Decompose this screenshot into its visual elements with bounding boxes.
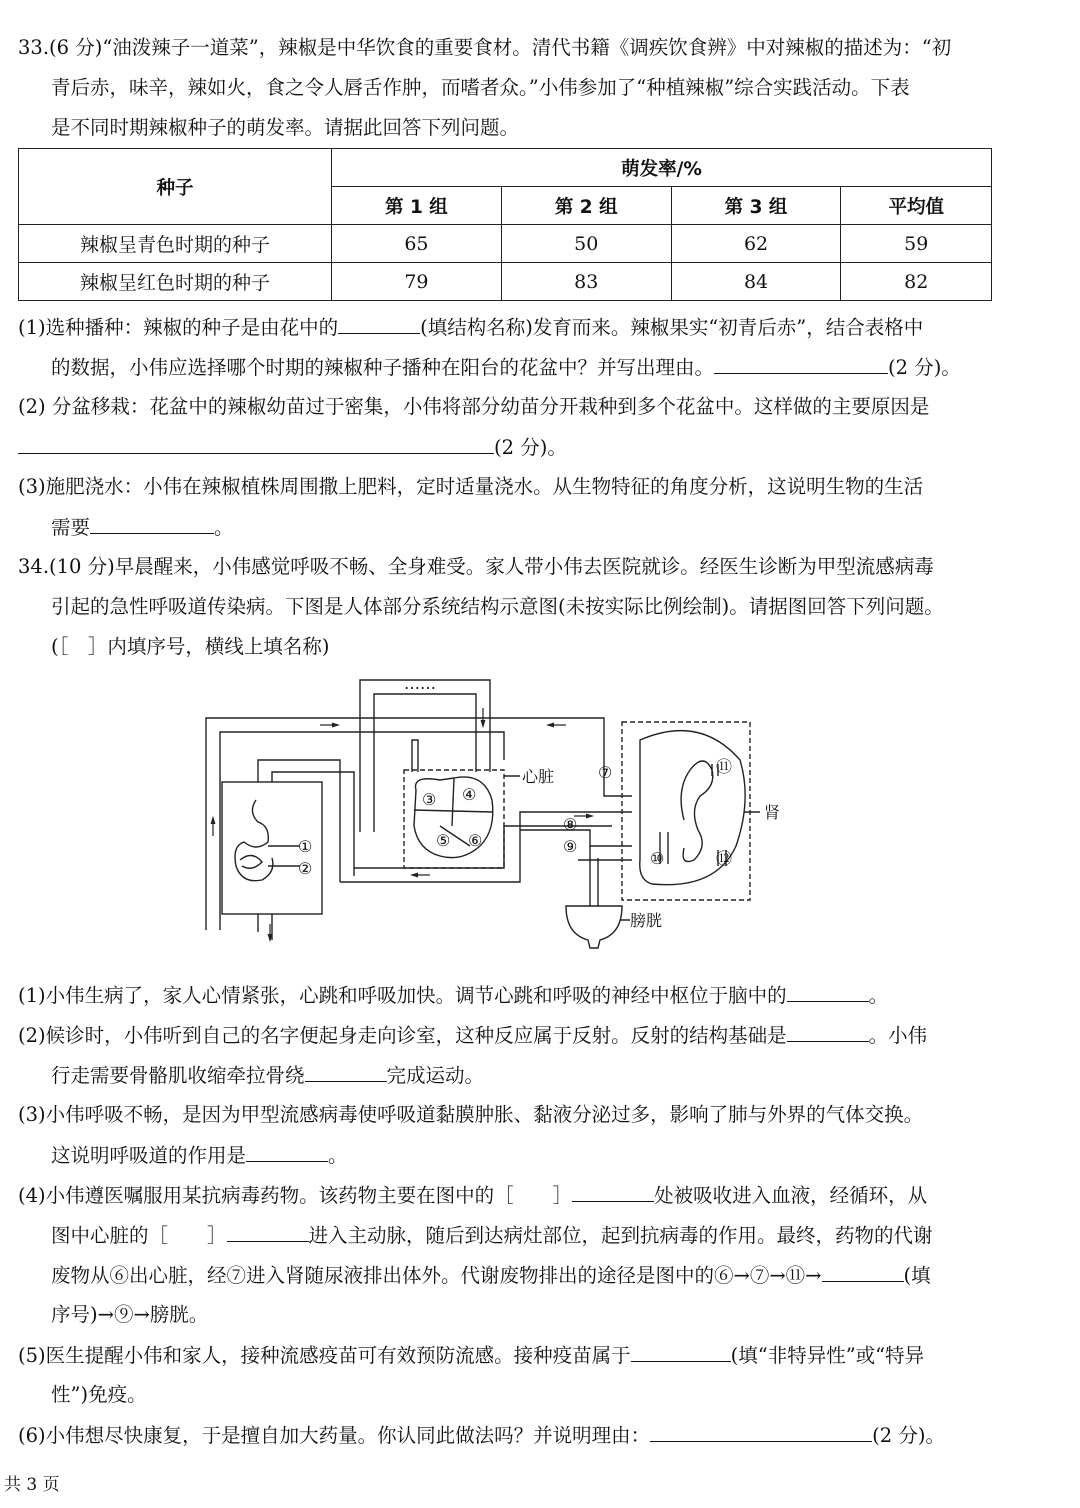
text: 需要 [51,516,91,539]
answer-blank[interactable] [822,1263,904,1282]
q34-part-5 [18,1343,924,1368]
q34-part-4-cont-3: 序号)→⑨→膀胱。 [51,1303,209,1326]
answer-blank[interactable] [227,1223,309,1242]
text: (1)选种播种：辣椒的种子是由花中的 [18,316,339,339]
q34-part-6 [18,1423,945,1448]
q34-line-3: (［ ］内填序号，横线上填名称) [51,635,330,658]
q34-part-4-cont [51,1223,933,1248]
text: (2 分)。 [872,1424,945,1447]
label-leaders [268,776,760,920]
text: 。 [214,516,234,539]
text: 行走需要骨骼肌收缩牵拉骨绕 [51,1064,305,1087]
q34-part-2-cont [51,1063,484,1088]
text: 进入主动脉，随后到达病灶部位，起到抗病毒的作用。最终，药物的代谢 [308,1224,933,1247]
label-6: ⑥ [468,831,483,850]
label-2: ② [298,859,313,878]
table-cell: 84 [671,263,841,301]
pulmonary-vessel [412,740,418,772]
ureter [590,846,598,906]
q34-part-5-cont: 性”)免疫。 [51,1383,147,1406]
text: 这说明呼吸道的作用是 [51,1144,247,1167]
q34-part-4 [18,1183,927,1208]
nephron-tubule [681,761,713,862]
systemic-loop-inner [220,732,504,930]
text: (填 [903,1264,931,1287]
text: (4)小伟遵医嘱服用某抗病毒药物。该药物主要在图中的［ ］ [18,1184,573,1207]
q34-line-1: 34.(10 分)早晨醒来，小伟感觉呼吸不畅、全身难受。家人带小伟去医院就诊。经医生诊断为甲型流感病毒 [18,555,934,578]
q33-line-2: 青后赤，味辛，辣如火，食之令人唇舌作肿，而嗜者众。”小伟参加了“种植辣椒”综合实践活动。下表 [51,76,910,99]
q34-line-2: 引起的急性呼吸道传染病。下图是人体部分系统结构示意图(未按实际比例绘制)。请据图回答下列问题。 [51,595,944,618]
row-label: 辣椒呈红色时期的种子 [19,263,332,301]
answer-blank[interactable] [305,1063,387,1082]
table-col-header: 第 1 组 [332,187,502,225]
q33-part-2: (2) 分盆移栽：花盆中的辣椒幼苗过于密集，小伟将部分幼苗分开栽种到多个花盆中。这样做的主要原因是 [18,395,930,418]
text: (2 分)。 [888,356,961,379]
lower-return-outer [340,830,520,882]
table-group-header: 萌发率/% [332,149,992,187]
text: (6)小伟想尽快康复，于是擅自加大药量。你认同此做法吗？并说明理由： [18,1424,651,1447]
text: (2)候诊时，小伟听到自己的名字便起身走向诊室，这种反应属于反射。反射的结构基础是 [18,1024,787,1047]
label-3: ③ [422,790,437,809]
table-col-header: 第 2 组 [501,187,671,225]
heart-label: 心脏 [522,767,555,786]
table-cell: 83 [501,263,671,301]
answer-blank[interactable] [787,1023,869,1042]
table-col-header: 第 3 组 [671,187,841,225]
text: 。 [868,984,889,1007]
q33-line-1: 33.(6 分)“油泼辣子一道菜”，辣椒是中华饮食的重要食材。清代书籍《调疾饮食辨》中对辣椒的描述为：“初 [18,36,952,59]
text: 。小伟 [868,1024,928,1047]
label-8: ⑧ [563,815,578,834]
answer-blank[interactable] [572,1183,654,1202]
table-cell: 62 [671,225,841,263]
systemic-loop-outer [206,718,604,930]
q34-part-3: (3)小伟呼吸不畅，是因为甲型流感病毒使呼吸道黏膜肿胀、黏液分泌过多，影响了肺与外界的气体交换。 [18,1103,924,1126]
text: 图中心脏的［ ］ [51,1224,227,1247]
label-11: ⑪ [716,757,733,776]
intestine-coils [240,855,262,868]
kidney-label: 肾 [764,803,781,822]
text: 完成运动。 [386,1064,485,1087]
text: (填“非特异性”或“特异 [730,1344,925,1367]
answer-blank[interactable] [650,1423,872,1442]
table-cell: 79 [332,263,502,301]
table-corner-header: 种子 [19,149,332,225]
q33-part-3: (3)施肥浇水：小伟在辣椒植株周围撒上肥料，定时适量浇水。从生物特征的角度分析，这说明生物的生活 [18,475,924,498]
bladder-outline [566,906,622,948]
q33-line-3: 是不同时期辣椒种子的萌发率。请据此回答下列问题。 [51,116,520,139]
bladder-label: 膀胱 [630,911,663,930]
text: 处被吸收进入血液，经循环，从 [654,1184,928,1207]
table-cell: 59 [841,225,992,263]
pulmonary-loop-outer [360,680,490,832]
table-cell: 82 [841,263,992,301]
answer-blank[interactable] [787,983,869,1002]
row-label: 辣椒呈青色时期的种子 [19,225,332,263]
answer-blank[interactable] [246,1143,328,1162]
digestive-vessel-2 [272,772,354,876]
page-footer: 共 3 页 [4,1475,60,1495]
table-cell: 65 [332,225,502,263]
label-9: ⑨ [563,837,578,856]
text: 的数据，小伟应选择哪个时期的辣椒种子播种在阳台的花盆中？并写出理由。 [51,356,715,379]
q34-part-3-cont [51,1143,348,1168]
table-cell: 50 [501,225,671,263]
pulmonary-dots: …… [404,674,436,693]
text: (2 分)。 [494,436,567,459]
label-12: ⑫ [716,849,733,868]
label-5: ⑤ [436,831,451,850]
text: (1)小伟生病了，家人心情紧张，心跳和呼吸加快。调节心跳和呼吸的神经中枢位于脑中的 [18,984,787,1007]
q34-part-2 [18,1023,927,1048]
label-10: ⑩ [650,849,665,868]
table-col-header: 平均值 [841,187,992,225]
text: (填结构名称)发育而来。辣椒果实“初青后赤”，结合表格中 [420,316,924,339]
text: (5)医生提醒小伟和家人，接种流感疫苗可有效预防流感。接种疫苗属于 [18,1344,631,1367]
text: 。 [328,1144,348,1167]
stomach-intestine [235,800,273,881]
q34-part-4-cont-2 [51,1263,931,1288]
label-7: ⑦ [598,763,613,782]
text: 废物从⑥出心脏，经⑦进入肾随尿液排出体外。代谢废物排出的途径是图中的⑥→⑦→⑪→ [51,1264,822,1287]
label-4: ④ [462,785,477,804]
label-1: ① [298,837,313,856]
answer-blank[interactable] [631,1343,731,1362]
q34-part-1 [18,983,888,1008]
